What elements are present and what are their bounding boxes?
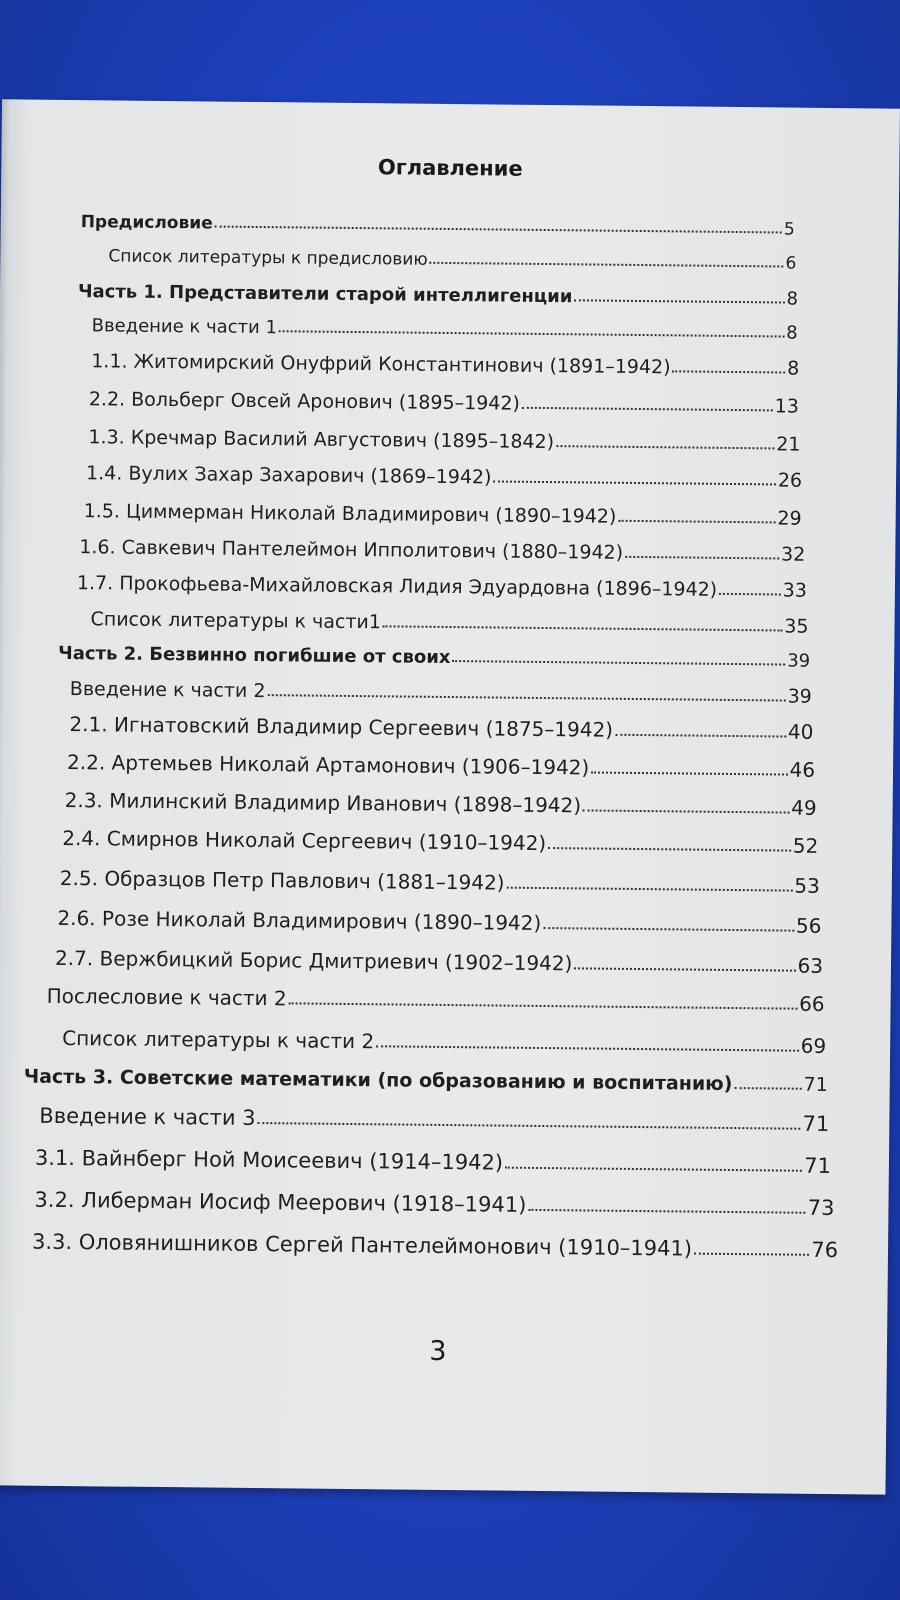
toc-entry-label: 2.2. Вольберг Овсей Аронович (1895–1942) — [88, 388, 521, 415]
toc-entry-page: 49 — [791, 795, 817, 820]
toc-leader-dots — [591, 772, 787, 776]
toc-entry-preface-literature — [108, 236, 796, 273]
toc-entry-afterword-part-2 — [47, 978, 825, 1016]
book-page — [0, 99, 900, 1494]
toc-leader-dots — [734, 1087, 801, 1090]
toc-entry-page: 52 — [792, 833, 819, 858]
toc-entry-3-1 — [35, 1140, 831, 1178]
toc-entry-page: 13 — [774, 395, 799, 418]
toc-entry-page: 73 — [807, 1195, 835, 1221]
toc-entry-2-3 — [65, 782, 817, 820]
toc-entry-page: 46 — [789, 757, 816, 782]
toc-entry-page: 39 — [787, 650, 811, 672]
toc-leader-dots — [506, 887, 792, 892]
toc-entry-label: 2.2. Артемьев Николай Артамонович (1906–1942) — [66, 750, 590, 780]
toc-entry-label: 1.4. Вулих Захар Захарович (1869–1942) — [85, 462, 492, 489]
toc-leader-dots — [574, 299, 784, 303]
toc-leader-dots — [672, 370, 785, 373]
toc-leader-dots — [719, 593, 781, 596]
toc-entry-page: 32 — [780, 543, 806, 566]
toc-leader-dots — [383, 625, 782, 631]
toc-entry-label: 1.1. Житомирский Онуфрий Константинович (1891–1942) — [91, 350, 671, 379]
toc-entry-label: 2.6. Розе Николай Владимирович (1890–1942) — [57, 905, 542, 935]
toc-entry-intro-part-1 — [92, 306, 798, 343]
toc-leader-dots — [430, 262, 784, 268]
toc-entry-2-5 — [60, 860, 820, 898]
toc-entry-1-3 — [88, 418, 800, 455]
toc-entry-2-6 — [57, 900, 821, 938]
toc-entry-label: 2.3. Милинский Владимир Иванович (1898–1942) — [64, 787, 582, 818]
toc-leader-dots — [279, 330, 784, 337]
toc-entry-3-3 — [32, 1224, 838, 1262]
toc-entry-2-2 — [67, 744, 815, 782]
toc-entry-label: 2.1. Игнатовский Владимир Сергеевич (1875–1942) — [69, 712, 614, 742]
toc-entry-page: 8 — [787, 357, 800, 380]
toc-leader-dots — [493, 480, 775, 485]
toc-entry-page: 69 — [800, 1033, 827, 1058]
toc-leader-dots — [583, 809, 789, 813]
toc-entry-label: Часть 1. Представители старой интеллигенции — [77, 281, 573, 308]
toc-entry-page: 8 — [786, 288, 799, 310]
toc-leader-dots — [452, 660, 785, 665]
toc-entry-page: 71 — [803, 1073, 828, 1096]
toc-entry-2-7 — [55, 940, 823, 978]
toc-entry-label: 1.6. Савкевич Пантелеймон Ипполитович (1880–1942) — [79, 536, 624, 564]
toc-entry-page: 76 — [811, 1237, 839, 1263]
toc-leader-dots — [615, 734, 786, 738]
toc-entry-page: 71 — [802, 1111, 830, 1137]
toc-entry-2-4 — [62, 820, 818, 858]
toc-entry-1-6 — [79, 528, 805, 566]
toc-entry-label: Часть 2. Безвинно погибшие от своих — [58, 642, 451, 669]
toc-entry-page: 21 — [776, 433, 801, 456]
toc-entry-1-5 — [84, 492, 802, 530]
toc-entry-page: 39 — [787, 685, 812, 708]
toc-entry-page: 63 — [797, 953, 824, 978]
toc-entry-label: 3.1. Вайнберг Ной Моисеевич (1914–1942) — [34, 1145, 504, 1175]
toc-leader-dots — [556, 445, 774, 449]
toc-leader-dots — [258, 1122, 801, 1130]
toc-leader-dots — [625, 556, 779, 560]
toc-leader-dots — [548, 847, 791, 852]
toc-leader-dots — [215, 226, 782, 234]
toc-entry-page: 35 — [784, 615, 809, 638]
toc-entry-label: Список литературы к части 2 — [62, 1025, 375, 1054]
toc-entry-page: 8 — [786, 322, 798, 344]
toc-entry-2-2-volberg — [89, 380, 799, 417]
toc-entry-1-1 — [91, 342, 799, 379]
page-number: 3 — [429, 1335, 447, 1368]
toc-entry-label: 3.2. Либерман Иосиф Меерович (1918–1941) — [34, 1187, 527, 1217]
toc-entry-page: 56 — [795, 913, 822, 938]
toc-entry-part-3 — [24, 1058, 828, 1096]
toc-entry-label: 3.3. Оловянишников Сергей Пантелеймонович (1910–1941) — [31, 1229, 693, 1261]
toc-entry-page: 29 — [777, 507, 802, 530]
toc-entry-intro-part-2 — [70, 670, 812, 708]
toc-leader-dots — [267, 694, 785, 701]
toc-leader-dots — [694, 1253, 809, 1256]
toc-leader-dots — [289, 1002, 797, 1009]
toc-leader-dots — [574, 967, 795, 971]
toc-leader-dots — [543, 927, 794, 932]
toc-entry-label: 1.7. Прокофьева-Михайловская Лидия Эдуардовна (1896–1942) — [76, 572, 718, 601]
toc-entry-literature-part-2 — [62, 1020, 826, 1058]
page-title: Оглавление — [377, 155, 523, 181]
toc-entry-literature-part-1 — [90, 600, 808, 638]
toc-entry-page: 26 — [777, 469, 803, 492]
toc-entry-intro-part-3 — [39, 1098, 829, 1136]
toc-leader-dots — [376, 1045, 799, 1051]
toc-entry-label: Предисловие — [80, 212, 213, 234]
toc-entry-page: 53 — [794, 873, 820, 898]
toc-entry-1-4 — [86, 454, 802, 491]
toc-entry-label: Список литературы к предисловию — [108, 246, 428, 270]
toc-entry-part-1 — [78, 272, 798, 310]
toc-entry-label: Часть 3. Советские математики (по образованию и воспитанию) — [23, 1065, 733, 1095]
toc-leader-dots — [528, 1209, 805, 1214]
toc-entry-part-2 — [58, 634, 810, 672]
toc-entry-3-2 — [34, 1182, 834, 1220]
toc-entry-label: 2.4. Смирнов Николай Сергеевич (1910–1942) — [62, 825, 547, 856]
toc-entry-page: 66 — [799, 991, 825, 1016]
toc-entry-label: 1.3. Кречмар Василий Августович (1895–1842) — [88, 426, 555, 454]
toc-entry-page: 5 — [783, 219, 795, 240]
toc-entry-page: 6 — [785, 253, 797, 274]
toc-entry-label: 2.7. Вержбицкий Борис Дмитриевич (1902–1942) — [54, 945, 573, 976]
toc-leader-dots — [618, 520, 775, 524]
toc-entry-label: 1.5. Циммерман Николай Владимирович (1890–1942) — [83, 500, 617, 528]
toc-leader-dots — [522, 407, 773, 412]
toc-entry-label: Введение к части 3 — [39, 1103, 256, 1131]
toc-entry-preface — [81, 202, 795, 239]
toc-entry-label: Список литературы к части1 — [90, 608, 382, 634]
toc-entry-label: Введение к части 2 — [69, 678, 266, 703]
toc-leader-dots — [505, 1167, 802, 1172]
toc-entry-page: 71 — [804, 1153, 832, 1179]
toc-entry-label: Послесловие к части 2 — [46, 983, 287, 1011]
toc-entry-label: Введение к части 1 — [91, 315, 278, 339]
toc-entry-page: 33 — [782, 579, 808, 602]
toc-entry-page: 40 — [787, 719, 814, 744]
toc-entry-label: 2.5. Образцов Петр Павлович (1881–1942) — [59, 865, 505, 895]
toc-entry-2-1 — [69, 706, 813, 744]
toc-entry-1-7 — [77, 564, 807, 602]
